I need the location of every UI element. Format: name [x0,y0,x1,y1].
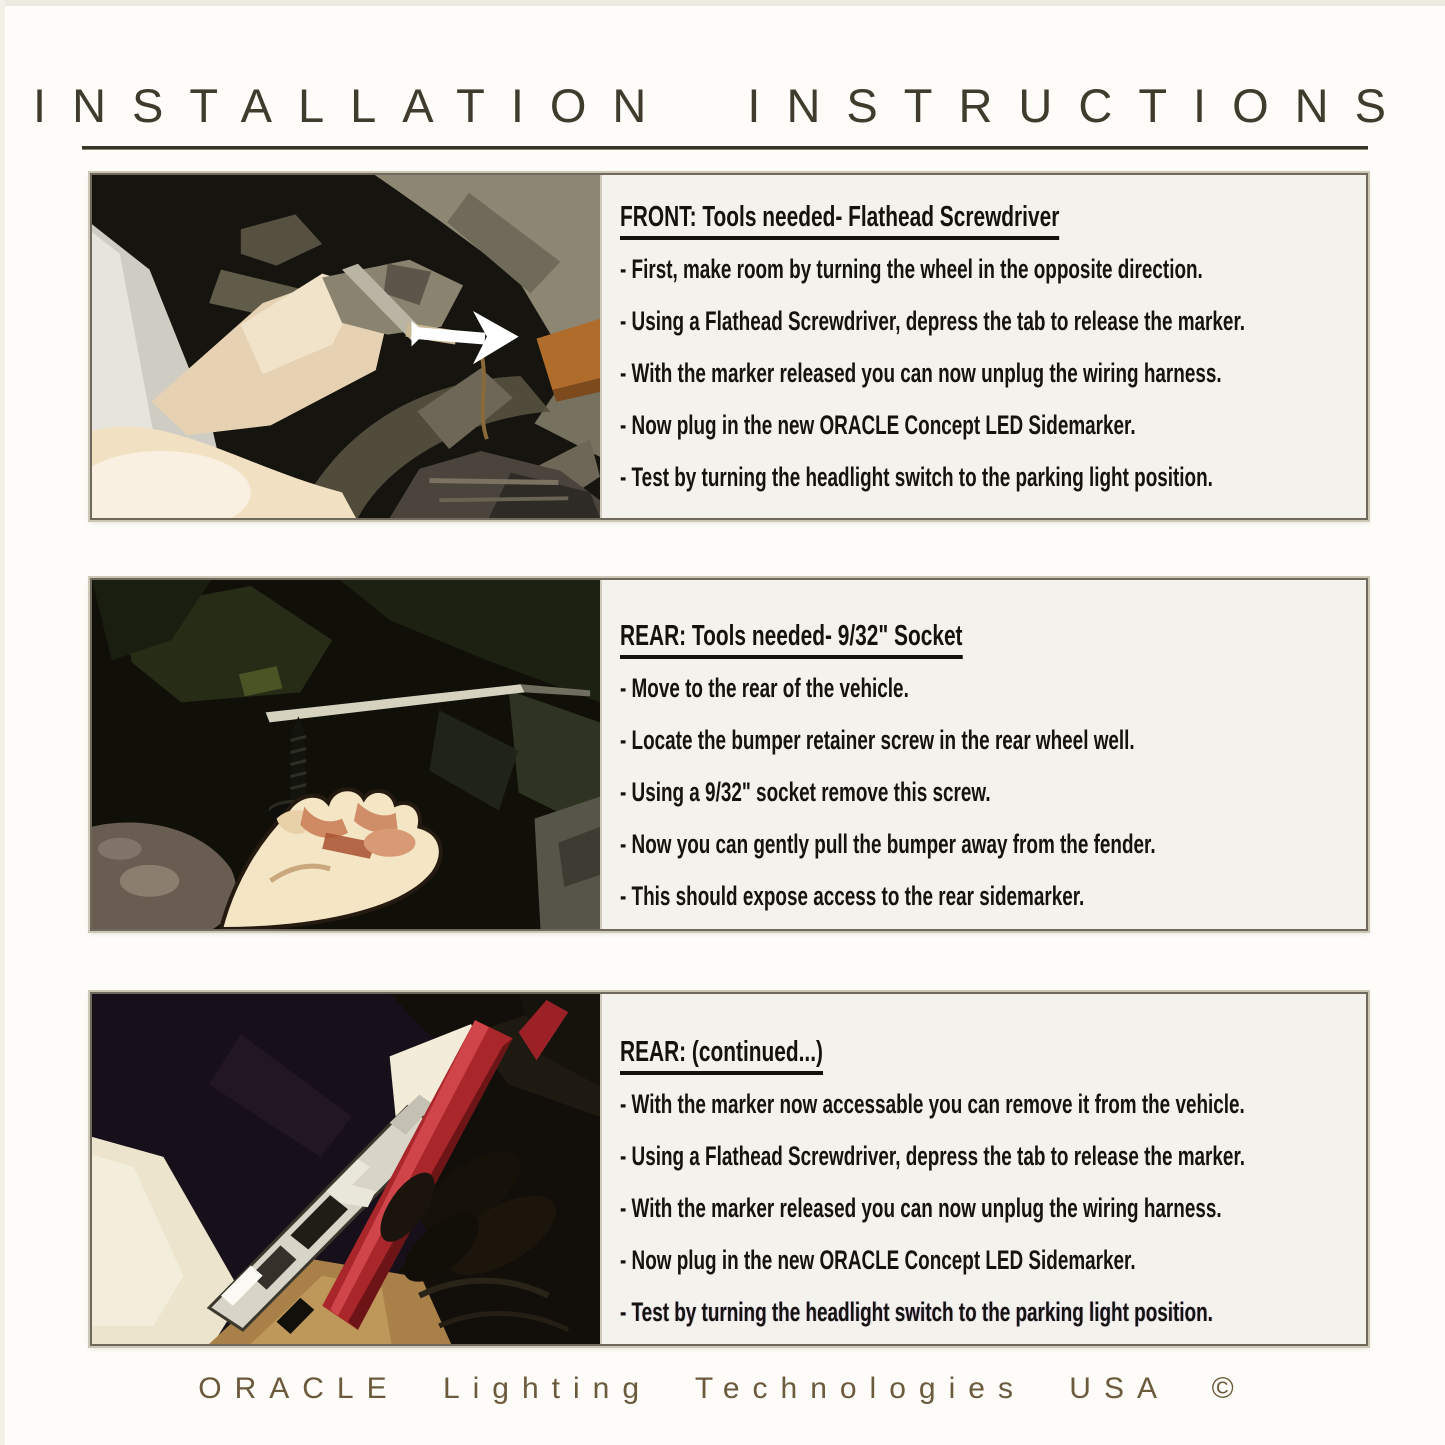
rear-install-photo [92,580,602,929]
front-instructions [602,175,1366,518]
rear-step: - Using a 9/32" socket remove this screw. [620,777,991,807]
panel-rear-continued [90,992,1368,1346]
front-step: - Now plug in the new ORACLE Concept LED Sidemarker. [620,410,1136,440]
rear-continued-photo [92,994,602,1344]
rear-step: - Locate the bumper retainer screw in the rear wheel well. [620,725,1135,755]
rear-step: - Now you can gently pull the bumper away from the fender. [620,829,1156,859]
rear-instructions [602,580,1366,929]
rear-install-illustration [92,580,600,929]
rear-continued-illustration [92,994,600,1344]
front-heading: FRONT: Tools needed- Flathead Screwdriver [620,191,1150,243]
scan-edge [0,0,5,1445]
rear-continued-step: - With the marker now accessable you can remove it from the vehicle. [620,1089,1245,1119]
scan-edge [0,0,1445,6]
rear-continued-step: - With the marker released you can now unplug the wiring harness. [620,1193,1222,1223]
rear-heading: REAR: Tools needed- 9/32" Socket [620,610,1150,662]
front-step: - With the marker released you can now unplug the wiring harness. [620,358,1222,388]
panel-rear [90,578,1368,931]
page-title: INSTALLATION INSTRUCTIONS [33,79,1412,132]
rear-continued-step: - Using a Flathead Screwdriver, depress the tab to release the marker. [620,1141,1246,1171]
rear-step: - Move to the rear of the vehicle. [620,673,909,703]
rear-continued-heading: REAR: (continued...) [620,1026,1150,1078]
rear-step: - This should expose access to the rear sidemarker. [620,881,1085,911]
title-underline [82,146,1368,150]
front-step: - First, make room by turning the wheel in the opposite direction. [620,254,1203,284]
footer-brand: ORACLE Lighting Technologies USA © [198,1372,1247,1405]
front-step: - Using a Flathead Screwdriver, depress the tab to release the marker. [620,306,1246,336]
rear-continued-instructions [602,994,1366,1344]
front-install-photo [92,175,602,518]
rear-continued-step: - Test by turning the headlight switch to the parking light position. [620,1297,1213,1327]
front-install-illustration [92,175,600,518]
panel-front [90,173,1368,520]
front-step: - Test by turning the headlight switch to the parking light position. [620,462,1213,492]
rear-continued-step: - Now plug in the new ORACLE Concept LED Sidemarker. [620,1245,1136,1275]
